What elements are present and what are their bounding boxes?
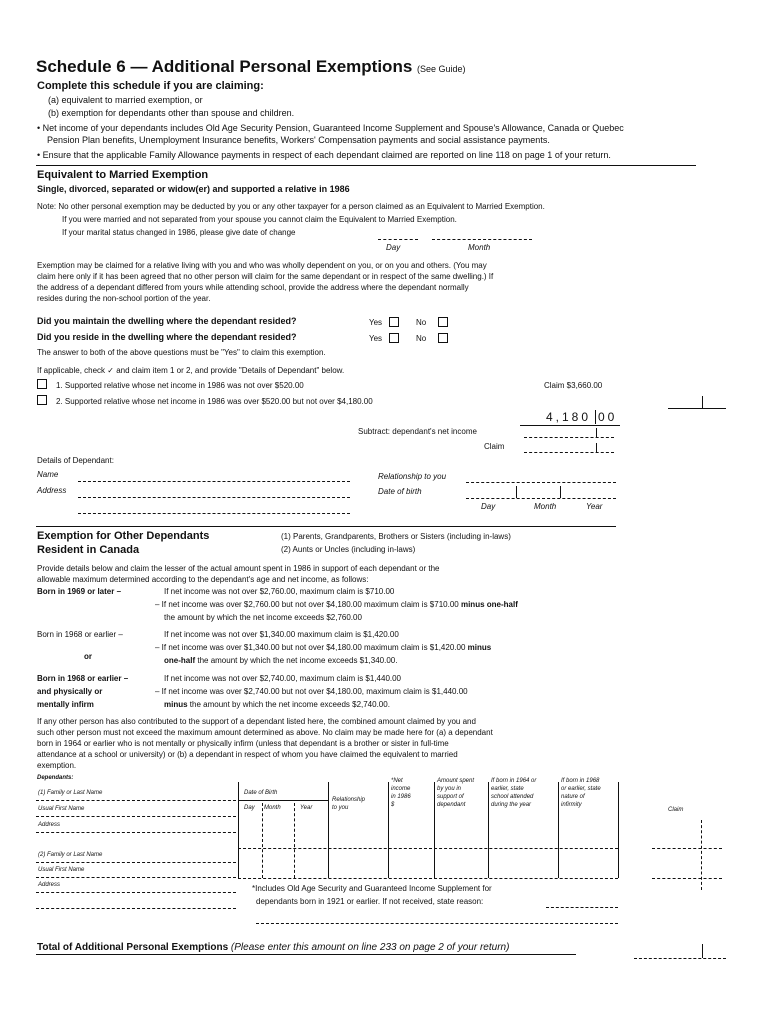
born-1969: Born in 1969 or later – xyxy=(37,587,122,596)
dob-day-label: Day xyxy=(481,502,496,511)
married-line: If you were married and not separated from your spouse you cannot claim the Equivalent to Married Exemption. xyxy=(62,215,457,224)
relationship-field[interactable] xyxy=(466,482,616,483)
dob-header: Date of Birth xyxy=(244,790,278,796)
month-label: Month xyxy=(468,243,491,252)
infirm-header-1: If born in 1968 xyxy=(561,778,600,784)
amount-dollars: 4,180 xyxy=(546,410,592,424)
address-2-field-2[interactable] xyxy=(36,908,236,909)
marital-change-line: If your marital status changed in 1986, please give date of change xyxy=(62,228,296,237)
cents-divider xyxy=(595,410,596,424)
exemption-para-line3: the address of a dependant differed from yours while attending school, provide the address where the dependant normally xyxy=(37,283,469,292)
net-income-field[interactable] xyxy=(524,437,614,438)
total-cents-divider xyxy=(702,944,703,958)
spent-header-3: support of xyxy=(437,794,464,800)
family-name-2-label: (2) Family or Last Name xyxy=(38,852,103,858)
complete-intro: Complete this schedule if you are claiming: xyxy=(37,80,264,92)
born-1968-infirm: Born in 1968 or earlier – xyxy=(37,674,129,683)
item1-checkbox[interactable] xyxy=(37,379,47,389)
col-divider xyxy=(388,782,389,878)
net-income-cents-divider xyxy=(596,428,597,438)
reside-yes-checkbox[interactable] xyxy=(389,333,399,343)
equivalent-subheading: Single, divorced, separated or widow(er) and supported a relative in 1986 xyxy=(37,184,350,194)
infirm-header-3: nature of xyxy=(561,794,585,800)
day-label: Day xyxy=(386,243,401,252)
maintain-no-checkbox[interactable] xyxy=(438,317,448,327)
col-divider xyxy=(328,782,329,878)
no-label: No xyxy=(416,318,427,327)
option-aunts: (2) Aunts or Uncles (including in-laws) xyxy=(281,545,416,554)
col-divider xyxy=(238,782,239,878)
first-name-1-label: Usual First Name xyxy=(38,806,85,812)
schedule-title: Schedule 6 — Additional Personal Exemptions xyxy=(36,57,413,76)
item1-claim: Claim $3,660.00 xyxy=(544,381,603,390)
dob-month-label: Month xyxy=(534,502,557,511)
first-name-2-label: Usual First Name xyxy=(38,867,85,873)
col-divider xyxy=(558,782,559,878)
amount-underline xyxy=(520,425,620,426)
col-divider xyxy=(434,782,435,878)
bullet-family-allowance: • Ensure that the applicable Family Allowance payments in respect of each dependant claimed are reported on line 118 on page 1 of your return. xyxy=(37,150,611,160)
born-1968-label: Born in 1968 or earlier xyxy=(37,630,117,639)
maintain-yes-checkbox[interactable] xyxy=(389,317,399,327)
bullet-family-allowance-text: Ensure that the applicable Family Allowance payments in respect of each dependant claimed are reported on line 118 on page 1 of your return. xyxy=(42,150,611,160)
rule-2b-bold: minus xyxy=(467,643,492,652)
rule-3a: If net income was not over $2,740.00, maximum claim is $1,440.00 xyxy=(164,674,402,683)
equivalent-note: Note: No other personal exemption may be deducted by you or any other taxpayer for a person claimed as an Equivalent to Married Exemption. xyxy=(37,202,545,211)
right-margin-claim-line xyxy=(668,408,726,409)
question-maintain: Did you maintain the dwelling where the dependant resided? xyxy=(37,316,297,326)
claim-header: Claim xyxy=(668,807,684,813)
net-header-2: income xyxy=(391,786,411,792)
page-title xyxy=(36,57,466,77)
applicable-instruction: If applicable, check ✓ and claim item 1 or 2, and provide "Details of Dependant" below. xyxy=(37,366,345,375)
net-header-3: in 1986 xyxy=(391,794,411,800)
exemption-para-line4: resides during the non-school portion of the year. xyxy=(37,294,211,303)
rule-1a: If net income was not over $2,760.00, maximum claim is $710.00 xyxy=(164,587,395,596)
rule-3b: – If net income was over $2,740.00 but not over $4,180.00, maximum claim is $1,440.00 xyxy=(155,687,468,696)
total-instruction: (Please enter this amount on line 233 on page 2 of your return) xyxy=(230,942,510,953)
family-name-1-field[interactable] xyxy=(36,800,236,801)
address-label: Address xyxy=(37,486,67,495)
col-divider xyxy=(294,803,295,878)
rule-2c-text: the amount by which the net income exceeds $1,340.00. xyxy=(197,656,398,665)
relationship-header-2: to you xyxy=(332,805,349,811)
col-divider xyxy=(262,803,263,878)
dob-year-header: Year xyxy=(300,805,313,811)
bullet-net-income-line2: Pension Plan benefits, Unemployment Insurance benefits, Workers' Compensation payments and social assistance payments. xyxy=(47,135,550,145)
bullet-net-income: • Net income of your dependants includes Old Age Security Pension, Guaranteed Income Supplement and Spouse's Allowance, Canada or Quebec xyxy=(37,123,624,133)
right-margin-divider xyxy=(702,396,703,408)
first-name-2-field[interactable] xyxy=(36,877,236,878)
school-header-4: during the year xyxy=(491,802,532,808)
infirm-header-2: or earlier, state xyxy=(561,786,601,792)
see-guide-note: (See Guide) xyxy=(417,64,466,74)
total-underline xyxy=(36,954,576,955)
footnote-line-1: *Includes Old Age Security and Guaranteed Income Supplement for xyxy=(252,884,492,893)
subtract-label: Subtract: dependant's net income xyxy=(358,427,477,436)
or-label: or xyxy=(84,652,92,661)
other-para-5: exemption. xyxy=(37,761,77,770)
row1-bottom-line xyxy=(238,848,618,849)
dependant-name-field[interactable] xyxy=(78,481,350,482)
reside-no-checkbox[interactable] xyxy=(438,333,448,343)
born-1968: Born in 1968 or earlier – xyxy=(37,630,123,639)
divider xyxy=(36,526,616,527)
address-2-field-1[interactable] xyxy=(36,892,236,893)
dob-day-header: Day xyxy=(244,805,255,811)
other-intro-1: Provide details below and claim the lesser of the actual amount spent in 1986 in support of each dependant or the xyxy=(37,564,440,573)
yes-label: Yes xyxy=(369,334,383,343)
mentally-label: mentally infirm xyxy=(37,700,94,709)
item2-text: 2. Supported relative whose net income in 1986 was over $520.00 but not over $4,180.00 xyxy=(56,397,373,406)
item-b: (b) exemption for dependants other than spouse and children. xyxy=(48,108,295,118)
name-label: Name xyxy=(37,470,59,479)
question-reside: Did you reside in the dwelling where the dependant resided? xyxy=(37,332,297,342)
rule-3b-text: If net income was over $2,740.00 but not over $4,180.00, maximum claim is $1,440.00 xyxy=(161,687,468,696)
rule-1b: – If net income was over $2,760.00 but not over $4,180.00 maximum claim is $710.00 minus one-half xyxy=(155,600,518,609)
claim-label: Claim xyxy=(484,442,505,451)
family-name-1-label: (1) Family or Last Name xyxy=(38,790,103,796)
item2-checkbox[interactable] xyxy=(37,395,47,405)
claim-cents-divider xyxy=(701,820,702,890)
rule-3c xyxy=(164,700,390,709)
dependant-address-field-1[interactable] xyxy=(78,497,350,498)
row2-bottom-line xyxy=(238,878,618,879)
other-para-1: If any other person has also contributed to the support of a dependant listed here, the combined amount claimed by you and xyxy=(37,717,476,726)
rule-2c xyxy=(164,656,397,665)
first-name-1-field[interactable] xyxy=(36,816,236,817)
infirm-header-4: infirmity xyxy=(561,802,582,808)
row1-claim-field[interactable] xyxy=(652,848,722,849)
rule-1b-bold: minus one-half xyxy=(460,600,518,609)
rule-1b-text: If net income was over $2,760.00 but not over $4,180.00 maximum claim is $710.00 xyxy=(161,600,459,609)
reason-field-1[interactable] xyxy=(546,907,618,908)
total-amount-field[interactable] xyxy=(634,958,726,959)
other-intro-2: allowable maximum determined according to the dependant's age and net income, as follows: xyxy=(37,575,369,584)
yes-label: Yes xyxy=(369,318,383,327)
dob-divider-1 xyxy=(516,486,517,498)
spent-header-1: Amount spent xyxy=(437,778,475,784)
dob-divider-2 xyxy=(560,486,561,498)
spent-header-2: by you in xyxy=(437,786,462,792)
address-2-label: Address xyxy=(38,882,61,888)
school-header-3: school attended xyxy=(491,794,534,800)
total-line xyxy=(37,942,509,953)
rule-2b-text: If net income was over $1,340.00 but not over $4,180.00 maximum claim is $1,420.00 xyxy=(161,643,466,652)
footnote-line-2: dependants born in 1921 or earlier. If not received, state reason: xyxy=(256,897,484,906)
rule-3c-text: the amount by which the net income exceeds $2,740.00. xyxy=(189,700,390,709)
total-label: Total of Additional Personal Exemptions xyxy=(37,942,229,953)
spent-header-4: dependant xyxy=(437,802,466,808)
change-day-field[interactable] xyxy=(378,239,418,240)
address-1-label: Address xyxy=(38,822,61,828)
other-para-4: attendance at a school or university) or (b) a dependant in respect of whom you have claimed the equivalent to married xyxy=(37,750,458,759)
answer-note: The answer to both of the above questions must be "Yes" to claim this exemption. xyxy=(37,348,326,357)
item-a: (a) equivalent to married exemption, or xyxy=(48,95,203,105)
dob-label: Date of birth xyxy=(378,487,422,496)
dob-field[interactable] xyxy=(466,498,616,499)
item1-text: 1. Supported relative whose net income in 1986 was not over $520.00 xyxy=(56,381,304,390)
claim-cents-divider xyxy=(596,443,597,453)
born-1968-infirm-label: Born in 1968 or earlier xyxy=(37,674,122,683)
relationship-header-1: Relationship xyxy=(332,797,366,803)
reason-field-2[interactable] xyxy=(256,923,618,924)
row2-claim-field[interactable] xyxy=(652,878,722,879)
equivalent-heading: Equivalent to Married Exemption xyxy=(37,169,209,181)
col-divider xyxy=(618,782,619,878)
claim-field[interactable] xyxy=(524,452,614,453)
dob-month-header: Month xyxy=(264,805,281,811)
rule-2c-bold: one-half xyxy=(164,656,196,665)
school-header-1: If born in 1964 or xyxy=(491,778,537,784)
rule-1c: the amount by which the net income exceeds $2,760.00 xyxy=(164,613,362,622)
bullet-net-income-line1: Net income of your dependants includes Old Age Security Pension, Guaranteed Income Supplement and Spouse's Allowance, Canada or Quebec xyxy=(42,123,624,133)
dependants-label: Dependants: xyxy=(37,775,74,781)
col-divider xyxy=(488,782,489,878)
amount-cents: 00 xyxy=(598,410,618,424)
dependant-address-field-2[interactable] xyxy=(78,513,350,514)
net-header-4: $ xyxy=(391,802,395,808)
net-header-1: *Net xyxy=(391,778,403,784)
no-label: No xyxy=(416,334,427,343)
rule-3c-bold: minus xyxy=(164,700,188,709)
dob-header-line xyxy=(238,800,328,801)
dob-year-label: Year xyxy=(586,502,603,511)
other-para-3: born in 1964 or earlier who is not mentally or physically infirm (unless that dependant is a brother or sister in full-time xyxy=(37,739,449,748)
change-month-field[interactable] xyxy=(432,239,532,240)
rule-2b: – If net income was over $1,340.00 but not over $4,180.00 maximum claim is $1,420.00 minus xyxy=(155,643,492,652)
exemption-para-line2: claim here only if it has been agreed that no other person will claim for the same dependant or in respect of the same dwelling.) If xyxy=(37,272,494,281)
rule-2a: If net income was not over $1,340.00 maximum claim is $1,420.00 xyxy=(164,630,399,639)
other-heading-1: Exemption for Other Dependants xyxy=(37,530,210,542)
other-heading-2: Resident in Canada xyxy=(37,544,140,556)
school-header-2: earlier, state xyxy=(491,786,524,792)
divider xyxy=(36,165,696,166)
born-1969-label: Born in 1969 or later xyxy=(37,587,115,596)
physically-label: and physically or xyxy=(37,687,103,696)
family-name-2-field[interactable] xyxy=(36,862,236,863)
details-heading: Details of Dependant: xyxy=(37,456,114,465)
relationship-label: Relationship to you xyxy=(378,472,447,481)
exemption-para-line1: Exemption may be claimed for a relative living with you and who was wholly dependent on you, or on you and others. (You may xyxy=(37,261,487,270)
option-parents: (1) Parents, Grandparents, Brothers or Sisters (including in-laws) xyxy=(281,532,511,541)
other-para-2: such other person must not exceed the maximum amount determined as above. No claim may be made here for (a) a dependant xyxy=(37,728,493,737)
address-1-field[interactable] xyxy=(36,832,236,833)
